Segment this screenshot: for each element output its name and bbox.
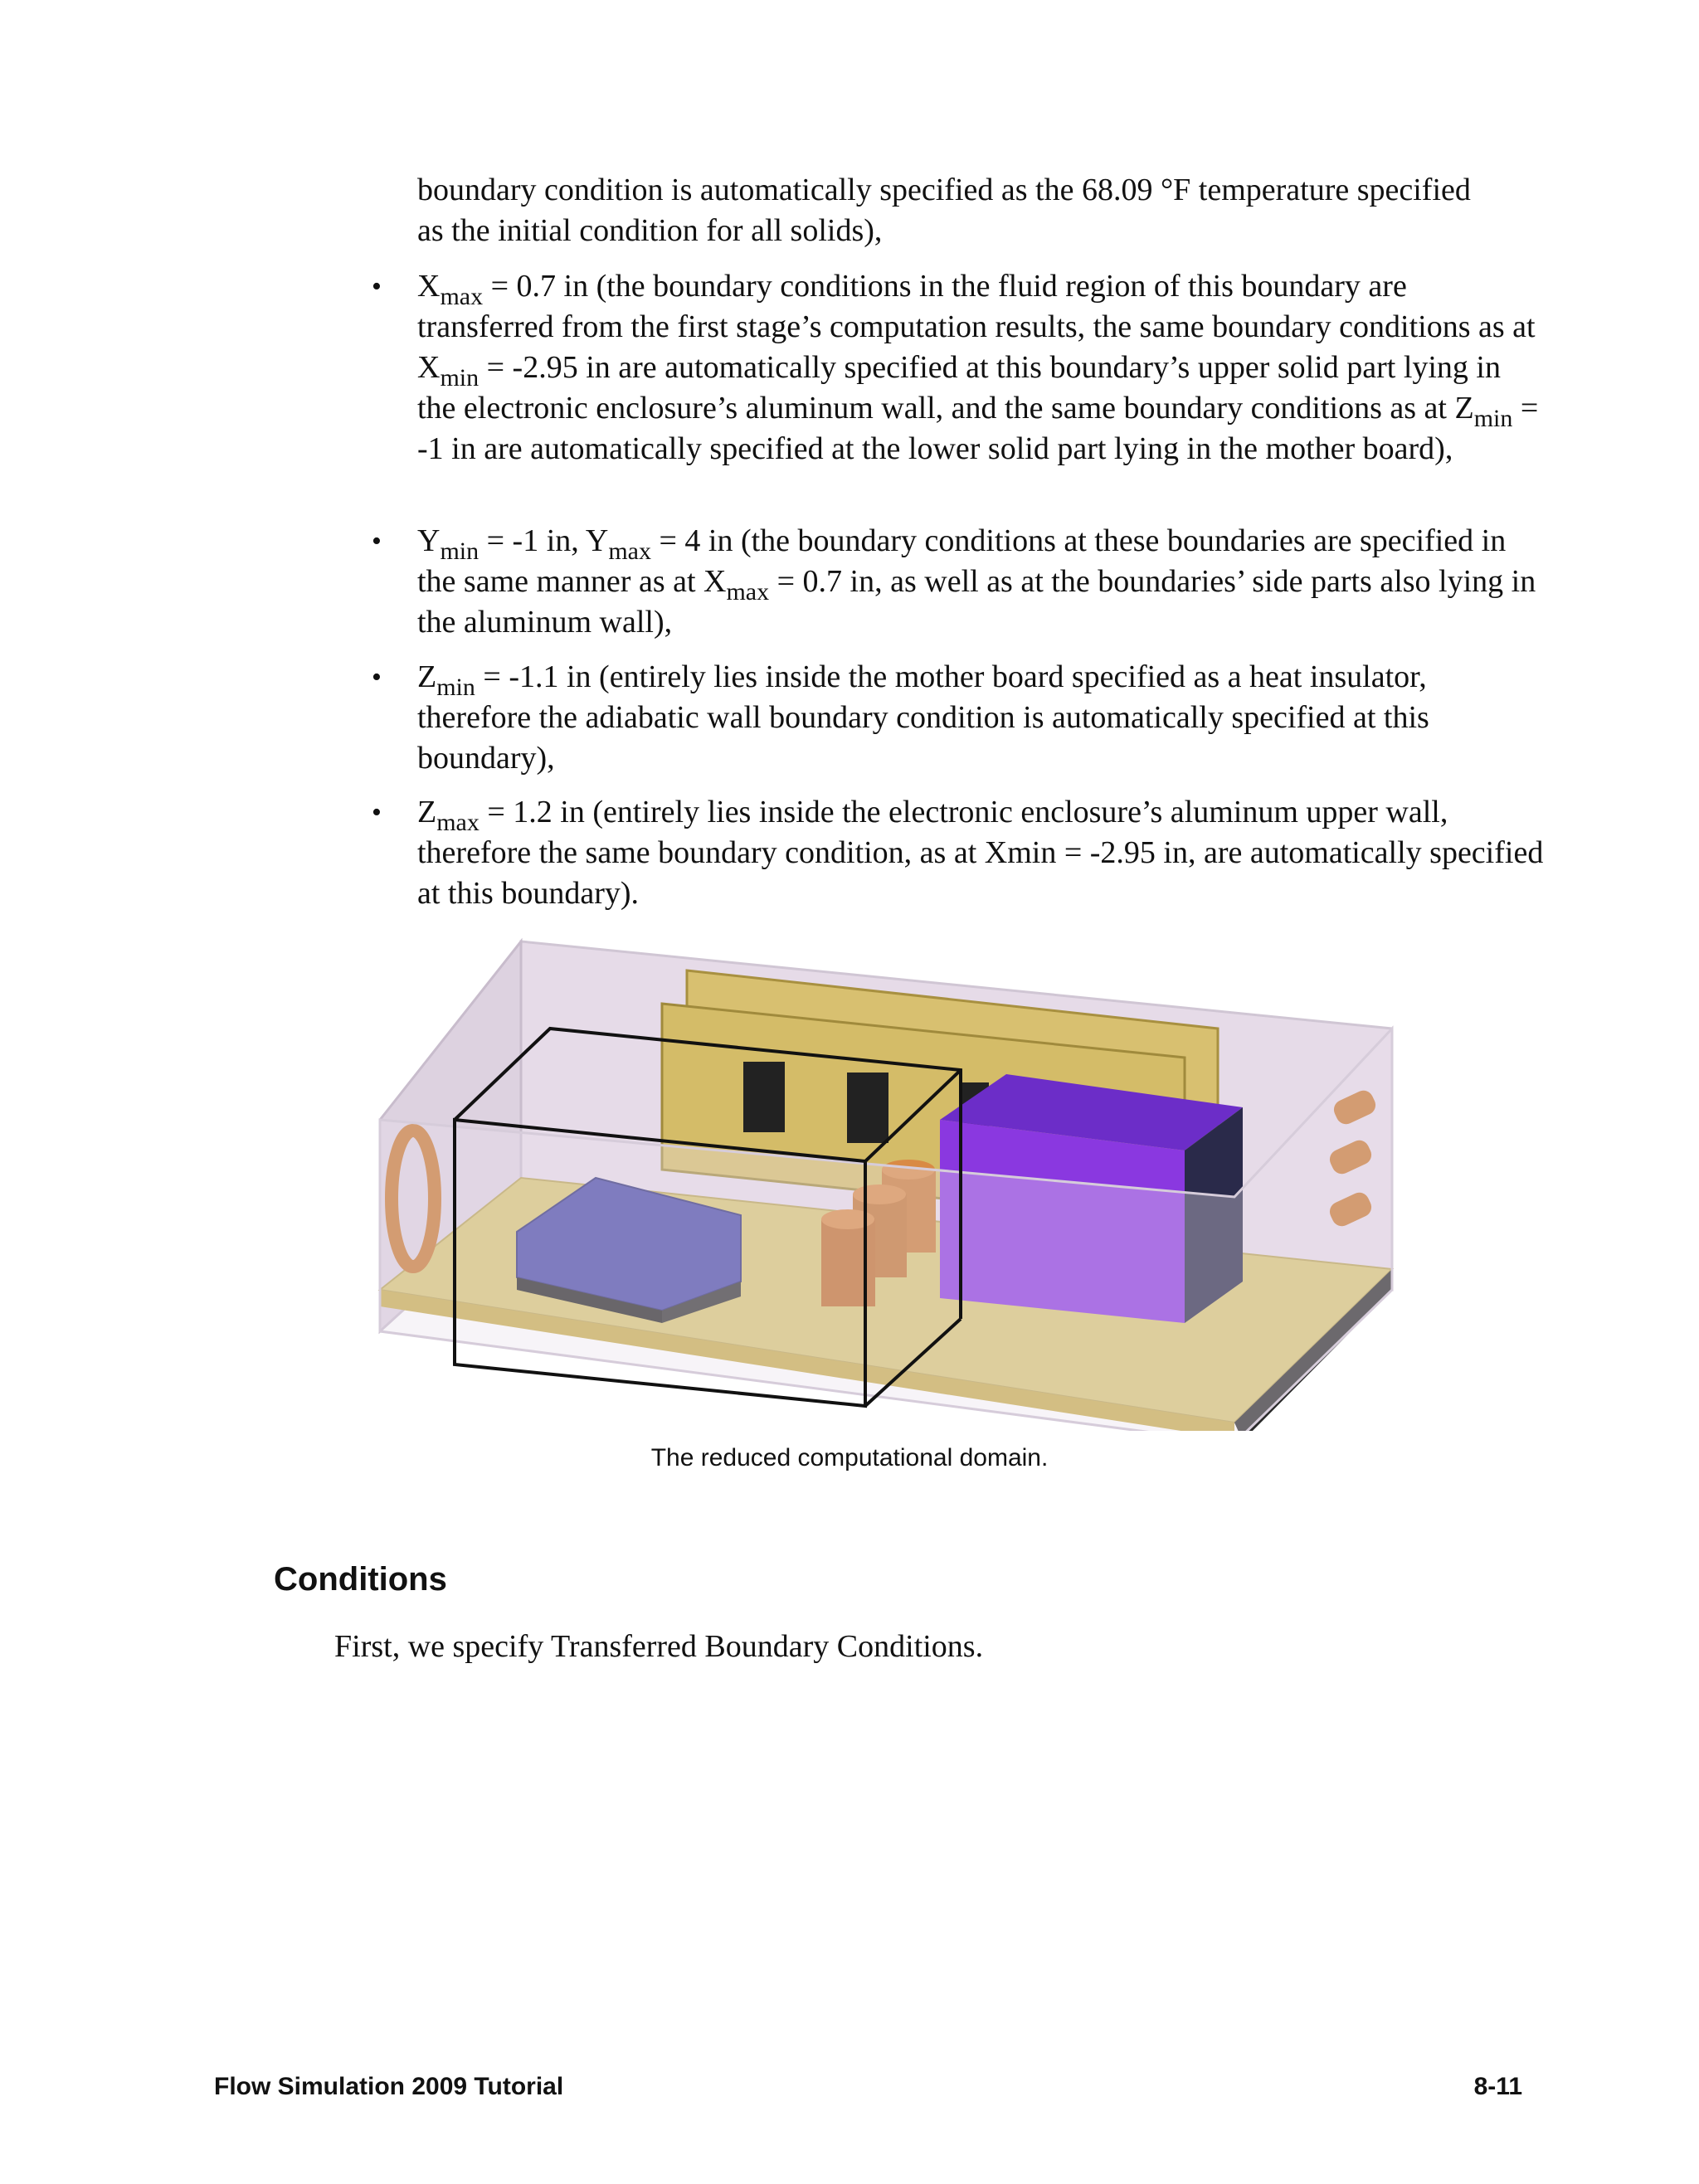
var-z: Z xyxy=(417,795,437,829)
bullet-zmin-text: = -1.1 in (entirely lies inside the mother board specified as a heat insulator, therefore the adiabatic wall boundary condition is automatically specified at this boundary), xyxy=(417,659,1429,776)
bullet-xmax-text-a: = 0.7 in (the boundary conditions in the fluid region of this boundary are transferred from the first stage’s computation results, the same boundary conditions as at X xyxy=(417,269,1536,385)
sub-min: min xyxy=(440,537,480,565)
figure-caption: The reduced computational domain. xyxy=(650,1444,1049,1471)
var-x: X xyxy=(417,269,441,304)
bullet-y-text-c: = 0.7 in, as well as at the boundaries’ side parts also lying in the aluminum wall), xyxy=(417,564,1536,640)
bullet-dot: • xyxy=(372,271,382,302)
footer-page-number: 8-11 xyxy=(1473,2073,1522,2100)
bullet-zmin xyxy=(372,657,1546,779)
card-chip-1 xyxy=(743,1062,785,1132)
intro-line-2: as the initial condition for all solids), xyxy=(417,213,883,248)
bullet-y-text-b: = 4 in (the boundary conditions at these boundaries are specified in the same manner as at X xyxy=(417,523,1507,599)
intro-line-1: boundary condition is automatically specified as the 68.09 °F temperature specified xyxy=(417,173,1471,207)
section-heading: Conditions xyxy=(274,1561,447,1598)
sub-min: min xyxy=(440,364,480,392)
bullet-xmax-text-b: = -2.95 in are automatically specified at this boundary’s upper solid part lying in the electronic enclosure’s aluminum wall, and the same boundary conditions as at Z xyxy=(417,350,1501,426)
bullet-xmax-text-c: = -1 in are automatically specified at the lower solid part lying in the mother board), xyxy=(417,391,1539,466)
sub-min: min xyxy=(1473,405,1513,432)
var-y: Y xyxy=(417,523,441,558)
bullet-ymin-ymax xyxy=(372,521,1546,643)
sub-max: max xyxy=(726,578,770,606)
sub-max: max xyxy=(608,537,651,565)
sub-max: max xyxy=(440,283,484,310)
intro-paragraph xyxy=(417,170,1546,251)
footer-title: Flow Simulation 2009 Tutorial xyxy=(214,2073,564,2100)
var-z: Z xyxy=(417,659,437,694)
bullet-zmax-text: = 1.2 in (entirely lies inside the electronic enclosure’s aluminum upper wall, therefore the same boundary condition, as at Xmin = -2.95 in, are automatically specified at this boundary). xyxy=(417,795,1544,911)
bullet-zmax xyxy=(372,792,1546,914)
section-body: First, we specify Transferred Boundary Conditions. xyxy=(334,1629,984,1664)
bullet-dot: • xyxy=(372,797,382,828)
sub-min: min xyxy=(436,674,475,701)
bullet-dot: • xyxy=(372,662,382,693)
computational-domain-figure xyxy=(363,933,1400,1431)
bullet-dot: • xyxy=(372,526,382,557)
bullet-xmax xyxy=(372,266,1546,469)
card-chip-2 xyxy=(847,1073,888,1143)
sub-max: max xyxy=(436,809,480,836)
bullet-y-text-a: = -1 in, Y xyxy=(479,523,609,558)
